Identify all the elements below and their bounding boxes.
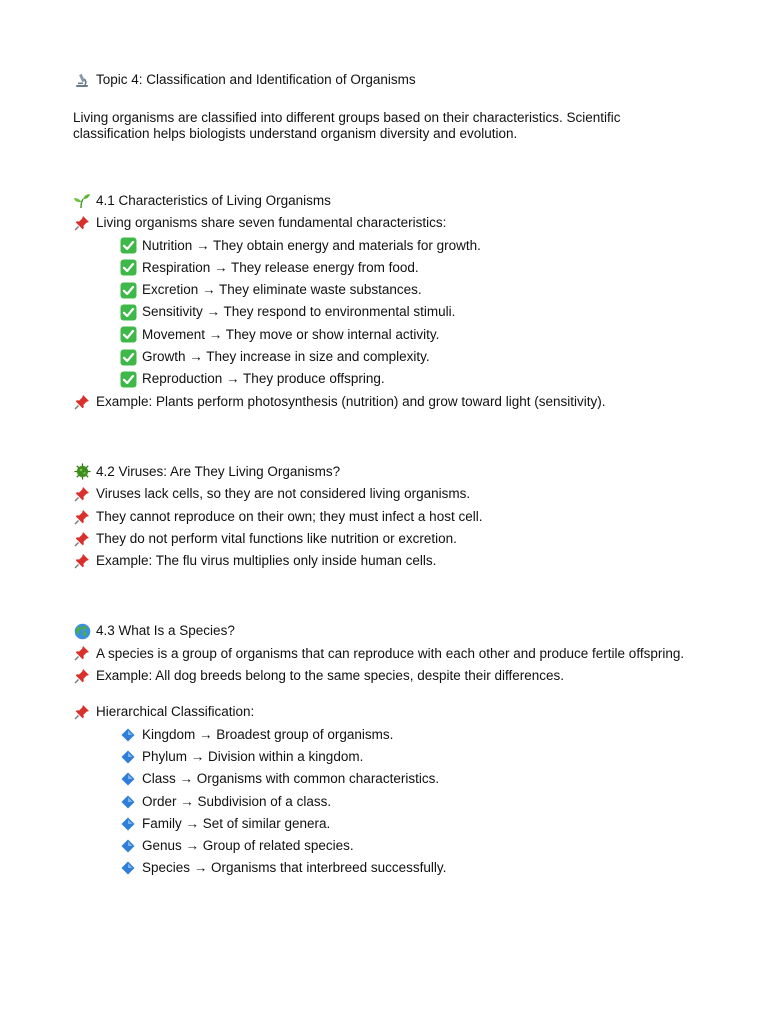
pushpin-icon <box>73 530 91 548</box>
section-4-1-example: Example: Plants perform photosynthesis (nutrition) and grow toward light (sensitivity). <box>73 392 693 412</box>
section-4-2-heading: 4.2 Viruses: Are They Living Organisms? <box>73 462 693 482</box>
blue-diamond-icon <box>119 748 137 766</box>
check-mark-icon <box>119 370 137 388</box>
check-mark-icon <box>119 281 137 299</box>
list-item: Genus → Group of related species. <box>73 836 693 856</box>
list-item: Sensitivity → They respond to environmental stimuli. <box>73 302 693 322</box>
species-definition: A species is a group of organisms that can reproduce with each other and produce fertile offspring. <box>73 644 693 664</box>
list-item: Viruses lack cells, so they are not considered living organisms. <box>73 484 693 504</box>
list-item: Example: The flu virus multiplies only inside human cells. <box>73 551 693 571</box>
blue-diamond-icon <box>119 770 137 788</box>
check-mark-icon <box>119 303 137 321</box>
species-example: Example: All dog breeds belong to the same species, despite their differences. <box>73 666 693 686</box>
intro-paragraph: Living organisms are classified into different groups based on their characteristics. Scientific classification helps biologists understand organism diversity and evolution. <box>73 110 621 141</box>
list-item: Species → Organisms that interbreed successfully. <box>73 858 693 878</box>
check-mark-icon <box>119 237 137 255</box>
blue-diamond-icon <box>119 859 137 877</box>
pushpin-icon <box>73 508 91 526</box>
topic-heading <box>73 70 693 90</box>
check-mark-icon <box>119 326 137 344</box>
section-4-1-lead: Living organisms share seven fundamental characteristics: <box>73 213 693 233</box>
microscope-icon <box>73 71 91 89</box>
blue-diamond-icon <box>119 815 137 833</box>
list-item: Nutrition → They obtain energy and materials for growth. <box>73 236 693 256</box>
list-item: Kingdom → Broadest group of organisms. <box>73 725 693 745</box>
pushpin-icon <box>73 485 91 503</box>
list-item: Class → Organisms with common characteristics. <box>73 769 693 789</box>
section-4-1-heading: 4.1 Characteristics of Living Organisms <box>73 191 693 211</box>
pushpin-icon <box>73 644 91 662</box>
section-4-3-heading: 4.3 What Is a Species? <box>73 621 693 641</box>
list-item: Reproduction → They produce offspring. <box>73 369 693 389</box>
topic-title: Topic 4: Classification and Identification of Organisms <box>96 72 416 87</box>
pushpin-icon <box>73 552 91 570</box>
pushpin-icon <box>73 214 91 232</box>
pushpin-icon <box>73 667 91 685</box>
pushpin-icon <box>73 703 91 721</box>
list-item: Excretion → They eliminate waste substances. <box>73 280 693 300</box>
list-item: Growth → They increase in size and complexity. <box>73 347 693 367</box>
pushpin-icon <box>73 393 91 411</box>
globe-icon <box>73 622 91 640</box>
seedling-icon <box>73 192 91 210</box>
check-mark-icon <box>119 259 137 277</box>
list-item: They do not perform vital functions like nutrition or excretion. <box>73 529 693 549</box>
list-item: Movement → They move or show internal activity. <box>73 325 693 345</box>
list-item: Respiration → They release energy from food. <box>73 258 693 278</box>
check-mark-icon <box>119 348 137 366</box>
blue-diamond-icon <box>119 726 137 744</box>
document-page <box>73 70 693 881</box>
list-item: Order → Subdivision of a class. <box>73 792 693 812</box>
hierarchy-heading: Hierarchical Classification: <box>73 702 693 722</box>
microbe-icon <box>73 463 91 481</box>
list-item: Family → Set of similar genera. <box>73 814 693 834</box>
list-item: They cannot reproduce on their own; they must infect a host cell. <box>73 507 693 527</box>
list-item: Phylum → Division within a kingdom. <box>73 747 693 767</box>
blue-diamond-icon <box>119 837 137 855</box>
blue-diamond-icon <box>119 793 137 811</box>
